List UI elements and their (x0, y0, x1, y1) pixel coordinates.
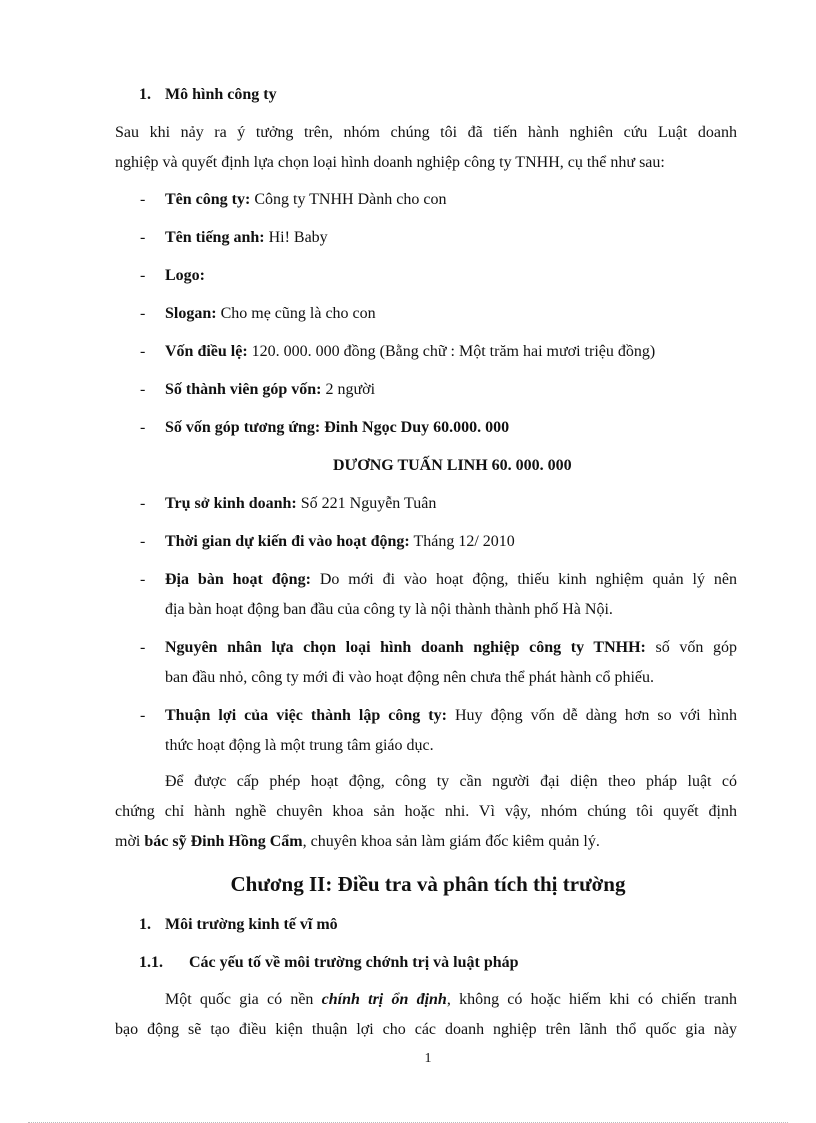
item-value: Huy động vốn dễ dàng hơn so với hình (446, 707, 737, 724)
item-value: Hi! Baby (264, 229, 328, 246)
bullet-dash: - (140, 229, 146, 246)
bullet-dash: - (140, 707, 146, 724)
item-label: Trụ sở kinh doanh: (165, 495, 297, 512)
intro-line-1: Sau khi nảy ra ý tưởng trên, nhóm chúng tôi đã tiến hành nghiên cứu Luật doanh (115, 124, 737, 141)
item-label: Số thành viên góp vốn: (165, 381, 322, 398)
text-run: mời (115, 833, 145, 850)
reason-line-2: ban đầu nhỏ, công ty mới đi vào hoạt động nên chưa thể phát hành cổ phiếu. (165, 669, 655, 686)
section-title: Môi trường kinh tế vĩ mô (165, 916, 338, 933)
item-label: Nguyên nhân lựa chọn loại hình doanh nghiệp công ty TNHH: (165, 639, 646, 656)
item-label: Số vốn góp tương ứng: Đinh Ngọc Duy 60.000. 000 (165, 419, 510, 436)
bullet-dash: - (140, 343, 146, 360)
bullet-dash: - (140, 381, 146, 398)
list-item-charter-capital (165, 342, 655, 362)
chapter-title: Chương II: Điều tra và phân tích thị trường (230, 872, 626, 896)
bullet-dash: - (140, 267, 146, 284)
section-number: 1. (139, 86, 151, 103)
text-run: , không có hoặc hiếm khi có chiến tranh (446, 991, 738, 1008)
operating-area-line-2: địa bàn hoạt động ban đầu của công ty là nội thành thành phố Hà Nội. (165, 601, 613, 618)
list-item-advantage (165, 706, 737, 726)
list-item-start-date (165, 532, 515, 552)
item-value: 120. 000. 000 đồng (Bằng chữ : Một trăm hai mươi triệu đồng) (247, 343, 656, 360)
list-item-logo (165, 266, 205, 286)
list-item-headquarters (165, 494, 436, 514)
bullet-dash: - (140, 191, 146, 208)
subsection-number: 1.1. (139, 954, 163, 971)
list-item-member-count (165, 380, 375, 400)
paragraph-3-line-2: bạo động sẽ tạo điều kiện thuận lợi cho các doanh nghiệp trên lãnh thổ quốc gia này (115, 1021, 737, 1038)
bullet-dash: - (140, 419, 146, 436)
bullet-dash: - (140, 639, 146, 656)
item-value: 2 người (321, 381, 376, 398)
bullet-dash: - (140, 571, 146, 588)
list-item-slogan (165, 304, 376, 324)
text-run: Một quốc gia có nền (165, 991, 322, 1008)
subsection-title: Các yếu tố về môi trường chớnh trị và luật pháp (189, 954, 519, 971)
section-title: Mô hình công ty (165, 86, 277, 103)
page-number: 1 (424, 1051, 432, 1066)
item-label: Tên công ty: (165, 191, 251, 208)
emphasis: chính trị ổn định (321, 991, 447, 1008)
doctor-name: bác sỹ Đinh Hồng Cẩm (144, 833, 303, 850)
item-value: Số 221 Nguyễn Tuân (296, 495, 437, 512)
list-item-reason (165, 638, 737, 658)
text-run: , chuyên khoa sản làm giám đốc kiêm quản lý. (302, 833, 600, 850)
bullet-dash: - (140, 305, 146, 322)
paragraph-3-line-1 (165, 990, 737, 1010)
item-value: Tháng 12/ 2010 (409, 533, 515, 550)
paragraph-2-line-1: Để được cấp phép hoạt động, công ty cần người đại diện theo pháp luật có (165, 773, 737, 790)
item-value: Do mới đi vào hoạt động, thiếu kinh nghiệm quản lý nên (310, 571, 737, 588)
item-value: số vốn góp (645, 639, 737, 656)
intro-line-2: nghiệp và quyết định lựa chọn loại hình doanh nghiệp công ty TNHH, cụ thể như sau: (115, 154, 665, 171)
list-item-company-name (165, 190, 446, 210)
item-label: Thời gian dự kiến đi vào hoạt động: (165, 533, 410, 550)
paragraph-2-line-3 (115, 832, 600, 852)
bullet-dash: - (140, 495, 146, 512)
item-label: Địa bàn hoạt động: (165, 571, 311, 588)
advantage-line-2: thức hoạt động là một trung tâm giáo dục. (165, 737, 434, 754)
list-item-capital-contribution (165, 418, 509, 438)
item-value: Công ty TNHH Dành cho con (250, 191, 447, 208)
item-label: Thuận lợi của việc thành lập công ty: (165, 707, 447, 724)
list-item-operating-area (165, 570, 737, 590)
bullet-dash: - (140, 533, 146, 550)
capital-contribution-line-2: DƯƠNG TUẤN LINH 60. 000. 000 (333, 457, 572, 474)
item-label: Logo: (165, 267, 205, 284)
item-label: Vốn điều lệ: (165, 343, 248, 360)
list-item-english-name (165, 228, 328, 248)
item-value: Cho mẹ cũng là cho con (216, 305, 376, 322)
item-label: Slogan: (165, 305, 217, 322)
section-number: 1. (139, 916, 151, 933)
paragraph-2-line-2: chứng chỉ hành nghề chuyên khoa sản hoặc nhi. Vì vậy, nhóm chúng tôi quyết định (115, 803, 737, 820)
item-label: Tên tiếng anh: (165, 229, 265, 246)
